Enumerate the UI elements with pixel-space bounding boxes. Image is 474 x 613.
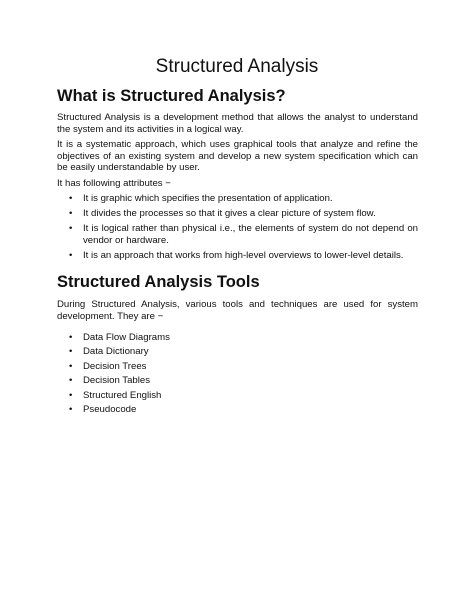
section-heading-tools: Structured Analysis Tools <box>57 273 260 291</box>
bullet-icon: • <box>69 389 73 401</box>
list-item <box>57 404 418 416</box>
list-item-text: Decision Trees <box>83 360 147 372</box>
document-title: Structured Analysis <box>155 56 319 77</box>
bullet-icon: • <box>69 346 73 358</box>
section-heading-what-is: What is Structured Analysis? <box>57 87 286 105</box>
attributes-list <box>57 193 418 265</box>
paragraph-systematic-approach: It is a systematic approach, which uses graphical tools that analyze and refine the objectives of an existing system and develop a new system specification which can be easily understandable by user. <box>57 139 418 174</box>
bullet-icon: • <box>69 250 73 262</box>
list-item-text: It divides the processes so that it gives a clear picture of system flow. <box>83 208 376 220</box>
list-item-text: It is logical rather than physical i.e., the elements of system do not depend on vendor or hardware. <box>83 223 418 246</box>
list-item-text: Data Dictionary <box>83 346 149 358</box>
list-item-text: Decision Tables <box>83 375 151 387</box>
list-item <box>57 208 418 220</box>
list-item <box>57 250 418 262</box>
list-item <box>57 346 418 358</box>
list-item <box>57 223 418 246</box>
bullet-icon: • <box>69 360 73 372</box>
list-item-text: It is an approach that works from high-level overviews to lower-level details. <box>83 250 404 262</box>
paragraph-definition: Structured Analysis is a development method that allows the analyst to understand the system and its activities in a logical way. <box>57 112 418 135</box>
list-item <box>57 361 418 373</box>
list-item-text: Data Flow Diagrams <box>83 332 170 343</box>
list-item-text: It is graphic which specifies the presentation of application. <box>83 193 333 204</box>
list-item <box>57 193 418 205</box>
bullet-icon: • <box>69 375 73 387</box>
paragraph-tools-intro: During Structured Analysis, various tools and techniques are used for system development. They are − <box>57 299 418 322</box>
list-item-text: Pseudocode <box>83 403 137 415</box>
list-item <box>57 332 418 344</box>
list-item <box>57 375 418 387</box>
bullet-icon: • <box>69 208 73 220</box>
bullet-icon: • <box>69 332 73 343</box>
bullet-icon: • <box>69 403 73 415</box>
bullet-icon: • <box>69 193 73 204</box>
list-item <box>57 390 418 402</box>
tools-list <box>57 332 418 418</box>
list-item-text: Structured English <box>83 389 162 401</box>
bullet-icon: • <box>69 223 73 235</box>
paragraph-attributes-intro: It has following attributes − <box>57 178 171 189</box>
